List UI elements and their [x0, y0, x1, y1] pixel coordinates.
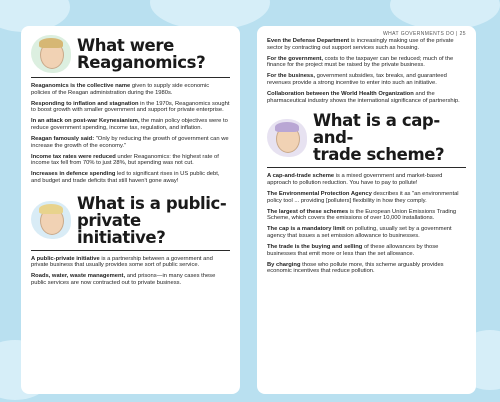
- section-divider: [31, 77, 230, 78]
- section-header-reaganomics: [31, 35, 230, 73]
- paragraph: Roads, water, waste management, and prisons—in many cases these public services are now contracted out to private business.: [31, 273, 216, 286]
- section-title: What is a public- private initiative?: [77, 193, 227, 247]
- right-page: [257, 26, 476, 394]
- paragraph: The Environmental Protection Agency describes it as "an environmental policy tool ... providing [polluters] flexibility in how they comply.: [267, 190, 459, 204]
- paragraph: The largest of these schemes is the European Union Emissions Trading Scheme, which covers the emissions of over 10,000 installations.: [267, 208, 457, 222]
- paragraph: Collaboration between the World Health Organization and the pharmaceutical industry shows the international significance of partnership.: [267, 91, 460, 104]
- paragraph: For the government, costs to the taxpayer can be reduced; much of the finance for the project must be raised by the private business.: [267, 55, 454, 69]
- paragraph: A public-private initiative is a partnership between a government and private business that usually provides some sort of public service.: [31, 255, 213, 269]
- paragraph: The cap is a mandatory limit on polluting, usually set by a government agency that issues a set emission allowance to businesses.: [267, 226, 452, 239]
- left-page: [21, 26, 240, 394]
- section-header-cap-and-trade: [267, 112, 466, 163]
- businessman-caricature-icon: [31, 201, 71, 239]
- paragraph: Increases in defence spending led to significant rises in US public debt, and budget and trade deficits that still haven't gone away!: [31, 171, 220, 185]
- paragraph: By charging those who pollute more, this scheme arguably provides economic incentives that reduce pollution.: [267, 261, 444, 275]
- paragraph: Reaganomics is the collective name given to supply side economic policies of the Reagan administration during the 1980s.: [31, 83, 210, 96]
- section-title: What were Reaganomics?: [77, 36, 206, 72]
- paragraph: Even the Defense Department is increasingly making use of the private sector by contracting out support services such as housing.: [267, 38, 454, 51]
- running-header: WHAT GOVERNMENTS DO | 25: [383, 31, 466, 37]
- section-divider: [31, 250, 230, 251]
- paragraph: Reagan famously said: "Only by reducing the growth of government can we increase the growth of the economy.": [31, 136, 229, 149]
- reagan-caricature-icon: [31, 35, 71, 73]
- section-title: What is a cap-and- trade scheme?: [313, 111, 445, 165]
- paragraph: A cap-and-trade scheme is a mixed government and market-based approach to pollution reduction. You have to pay to pollute!: [267, 173, 443, 186]
- section-header-public-private: [31, 195, 230, 246]
- paragraph: For the business, government subsidies, tax breaks, and guaranteed revenues provide a strong incentive to enter into such an initiative.: [267, 73, 447, 86]
- paragraph: Income tax rates were reduced under Reaganomics: the highest rate of income tax fell from 70% to just 28%, but spending was not cut.: [31, 153, 219, 167]
- paragraph: In an attack on post-war Keynesianism, the main policy objectives were to reduce government spending, income tax, regulation, and inflation.: [31, 118, 228, 131]
- person-caricature-icon: [267, 119, 307, 157]
- paragraph: Responding to inflation and stagnation in the 1970s, Reaganomics sought to boost growth with smaller government and support for private enterprise.: [31, 100, 230, 114]
- paragraph: The trade is the buying and selling of these allowances by those businesses that emit more or less than the set allowance.: [267, 244, 439, 257]
- section-divider: [267, 167, 466, 168]
